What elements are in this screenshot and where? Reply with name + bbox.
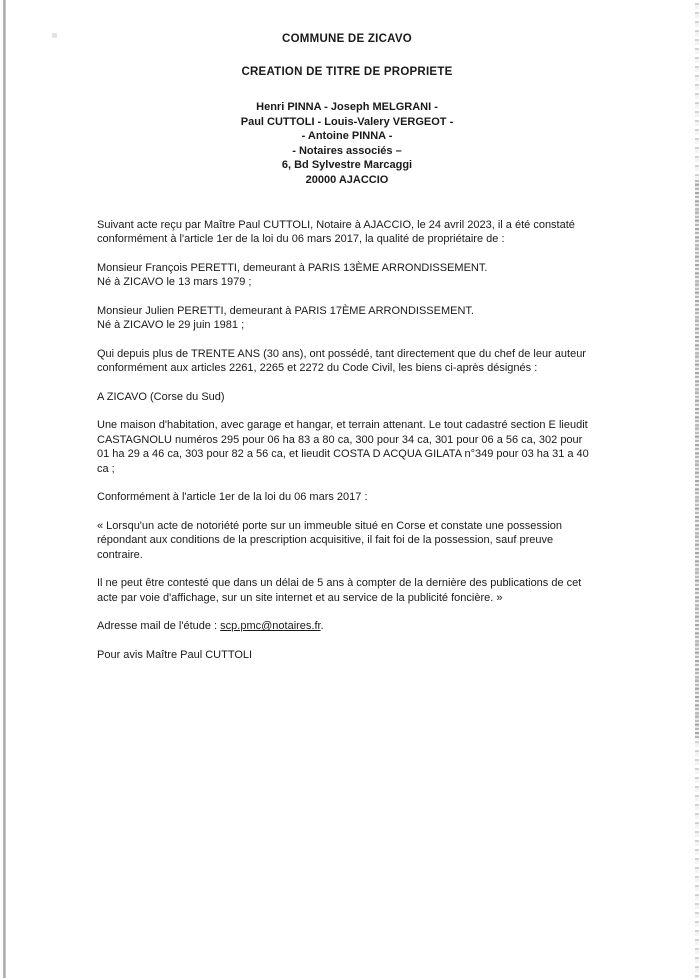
law-quote-first: « Lorsqu'un acte de notoriété porte sur un immeuble situé en Corse et constate une possession répondant aux conditions de la prescription acquisitive, il fait foi de la possession, sauf preuve contraire. — [97, 519, 562, 561]
firm-partners-line-1: Henri PINNA - Joseph MELGRANI - — [256, 101, 438, 113]
document-content — [97, 0, 597, 676]
firm-city-postal: 20000 AJACCIO — [305, 173, 389, 186]
study-email-line — [97, 619, 597, 634]
firm-partners-line-2: Paul CUTTOLI - Louis-Valery VERGEOT - — [240, 115, 454, 128]
firm-role-line: - Notaires associés – — [292, 144, 402, 157]
intro-paragraph: Suivant acte reçu par Maître Paul CUTTOLI, Notaire à AJACCIO, le 24 avril 2023, il a été constaté conformément à l'article 1er de la loi du 06 mars 2017, la qualité de propriétaire de : — [97, 218, 575, 246]
study-email-period: . — [320, 620, 324, 633]
cadastral-description: Une maison d'habitation, avec garage et hangar, et terrain attenant. Le tout cadastré section E lieudit CASTAGNOLU numéros 295 pour 06 ha 83 a 80 ca, 300 pour 34 ca, 301 pour 06 a 56 ca, 302 pour 01 ha 29 a 46 ca, 303 pour 82 a 56 ca, et lieudit COSTA D ACQUA GILATA n°349 pour 03 ha 31 a 40 ca ; — [97, 419, 597, 475]
owner-2-block — [97, 304, 597, 333]
firm-street-address: 6, Bd Sylvestre Marcaggi — [281, 159, 413, 172]
property-location: A ZICAVO (Corse du Sud) — [97, 390, 225, 403]
study-email-label: Adresse mail de l'étude : — [97, 620, 221, 633]
law-quote-second: Il ne peut être contesté que dans un délai de 5 ans à compter de la dernière des publications de cet acte par voie d'affichage, sur un site internet et au service de la publicité foncière. » — [97, 577, 582, 604]
owner-2-birth: Né à ZICAVO le 29 juin 1981 ; — [97, 319, 245, 332]
signature-line: Pour avis Maître Paul CUTTOLI — [97, 648, 253, 661]
scan-speck-artifact — [52, 33, 57, 38]
possession-paragraph: Qui depuis plus de TRENTE ANS (30 ans), ont possédé, tant directement que du chef de leur auteur conformément aux articles 2261, 2265 et 2272 du Code Civil, les biens ci-après désignés : — [97, 347, 586, 375]
act-title: CREATION DE TITRE DE PROPRIETE — [241, 66, 453, 78]
owner-1-birth: Né à ZICAVO le 13 mars 1979 ; — [97, 276, 252, 289]
conformity-paragraph: Conformément à l'article 1er de la loi du 06 mars 2017 : — [97, 491, 368, 504]
commune-title: COMMUNE DE ZICAVO — [282, 33, 412, 45]
document-body — [97, 218, 597, 663]
scan-edge-left-artifact — [3, 0, 6, 978]
firm-partners-line-3: - Antoine PINNA - — [301, 130, 393, 143]
study-email-address[interactable]: scp.pmc@notaires.fr — [220, 620, 321, 633]
notary-firm-block — [97, 100, 597, 188]
document-header — [97, 0, 597, 78]
scan-edge-right-dense-artifact — [695, 180, 699, 740]
owner-2-identity: Monsieur Julien PERETTI, demeurant à PARIS 17ÈME ARRONDISSEMENT. — [97, 304, 474, 317]
owner-1-identity: Monsieur François PERETTI, demeurant à PARIS 13ÈME ARRONDISSEMENT. — [97, 261, 488, 274]
owner-1-block — [97, 261, 597, 290]
